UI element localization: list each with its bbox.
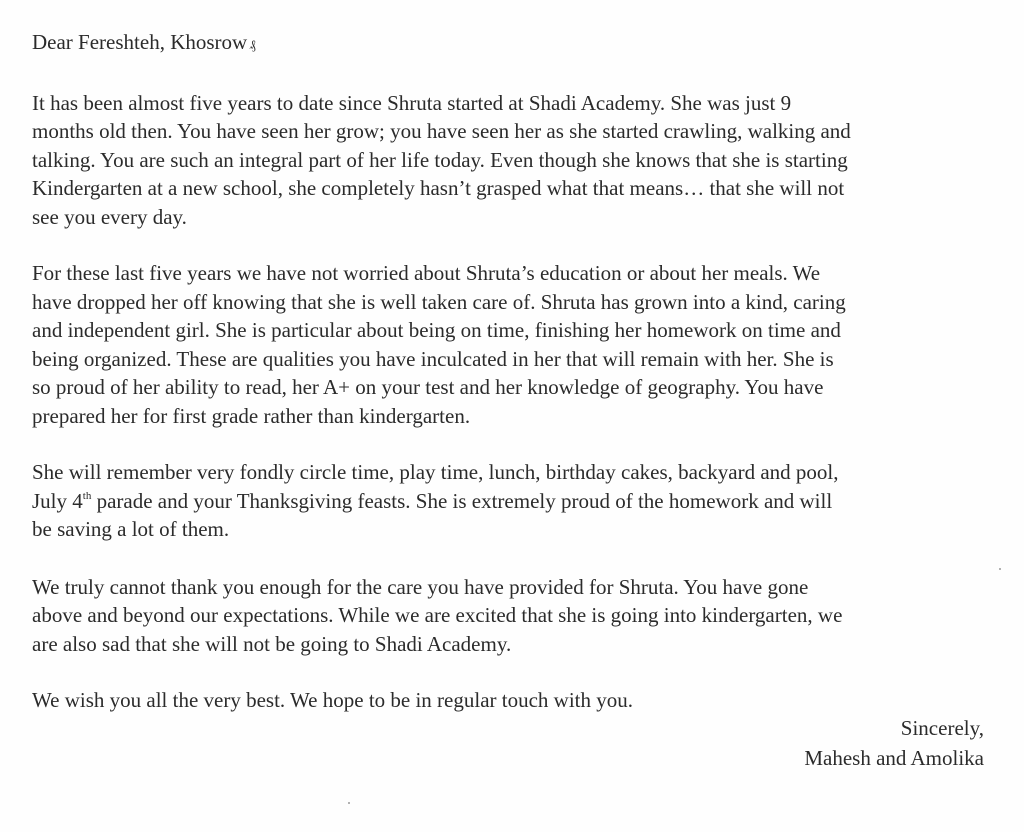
letter-body [32, 28, 992, 715]
paragraph-1 [32, 89, 992, 232]
paragraph-line: be saving a lot of them. [32, 517, 230, 541]
paragraph-line: are also sad that she will not be going to Shadi Academy. [32, 631, 512, 656]
paragraph-3 [32, 458, 992, 544]
paragraph-line: For these last five years we have not worried about Shruta’s education or about her meals. We [32, 261, 821, 285]
scan-speck [348, 802, 350, 804]
valediction: Sincerely, [900, 716, 984, 740]
ordinal-superscript: th [82, 489, 92, 502]
letter-closing [804, 713, 984, 773]
paragraph-line: so proud of her ability to read, her A+ on your test and her knowledge of geography. You have [32, 375, 824, 399]
paragraph-line: being organized. These are qualities you have inculcated in her that will remain with her. She is [32, 346, 834, 371]
paragraph-line: above and beyond our expectations. While we are excited that she is going into kindergarten, we [32, 603, 843, 627]
line-text-pre: July 4 [32, 488, 83, 513]
paragraph-line: We wish you all the very best. We hope to be in regular touch with you. [32, 688, 634, 712]
paragraph-5 [32, 686, 992, 715]
paragraph-line: It has been almost five years to date since Shruta started at Shadi Academy. She was just 9 [32, 90, 792, 115]
salutation-text: Dear Fereshteh, Khosrow [32, 30, 248, 54]
line-text-post: parade and your Thanksgiving feasts. She is extremely proud of the homework and will [91, 488, 833, 513]
signature: Mahesh and Amolika [804, 746, 984, 770]
paragraph-line: months old then. You have seen her grow; you have seen her as she started crawling, walking and [32, 119, 851, 143]
paragraph-line: see you every day. [32, 204, 187, 229]
salutation-mark: ₰ [249, 37, 256, 52]
paragraph-line: prepared her for first grade rather than kindergarten. [32, 403, 471, 428]
salutation [32, 28, 992, 60]
paragraph-4 [32, 573, 992, 659]
paragraph-line: talking. You are such an integral part of her life today. Even though she knows that she is starting [32, 147, 848, 172]
paragraph-line: Kindergarten at a new school, she completely hasn’t grasped what that means… that she will not [32, 176, 845, 200]
paragraph-line [32, 487, 992, 516]
paragraph-line: and independent girl. She is particular about being on time, finishing her homework on time and [32, 318, 841, 342]
paragraph-line: We truly cannot thank you enough for the care you have provided for Shruta. You have gone [32, 574, 809, 599]
paragraph-2 [32, 259, 992, 430]
paragraph-line: She will remember very fondly circle time, play time, lunch, birthday cakes, backyard and pool, [32, 460, 839, 484]
paragraph-line: have dropped her off knowing that she is well taken care of. Shruta has grown into a kind, caring [32, 289, 846, 314]
scan-speck [999, 568, 1001, 570]
